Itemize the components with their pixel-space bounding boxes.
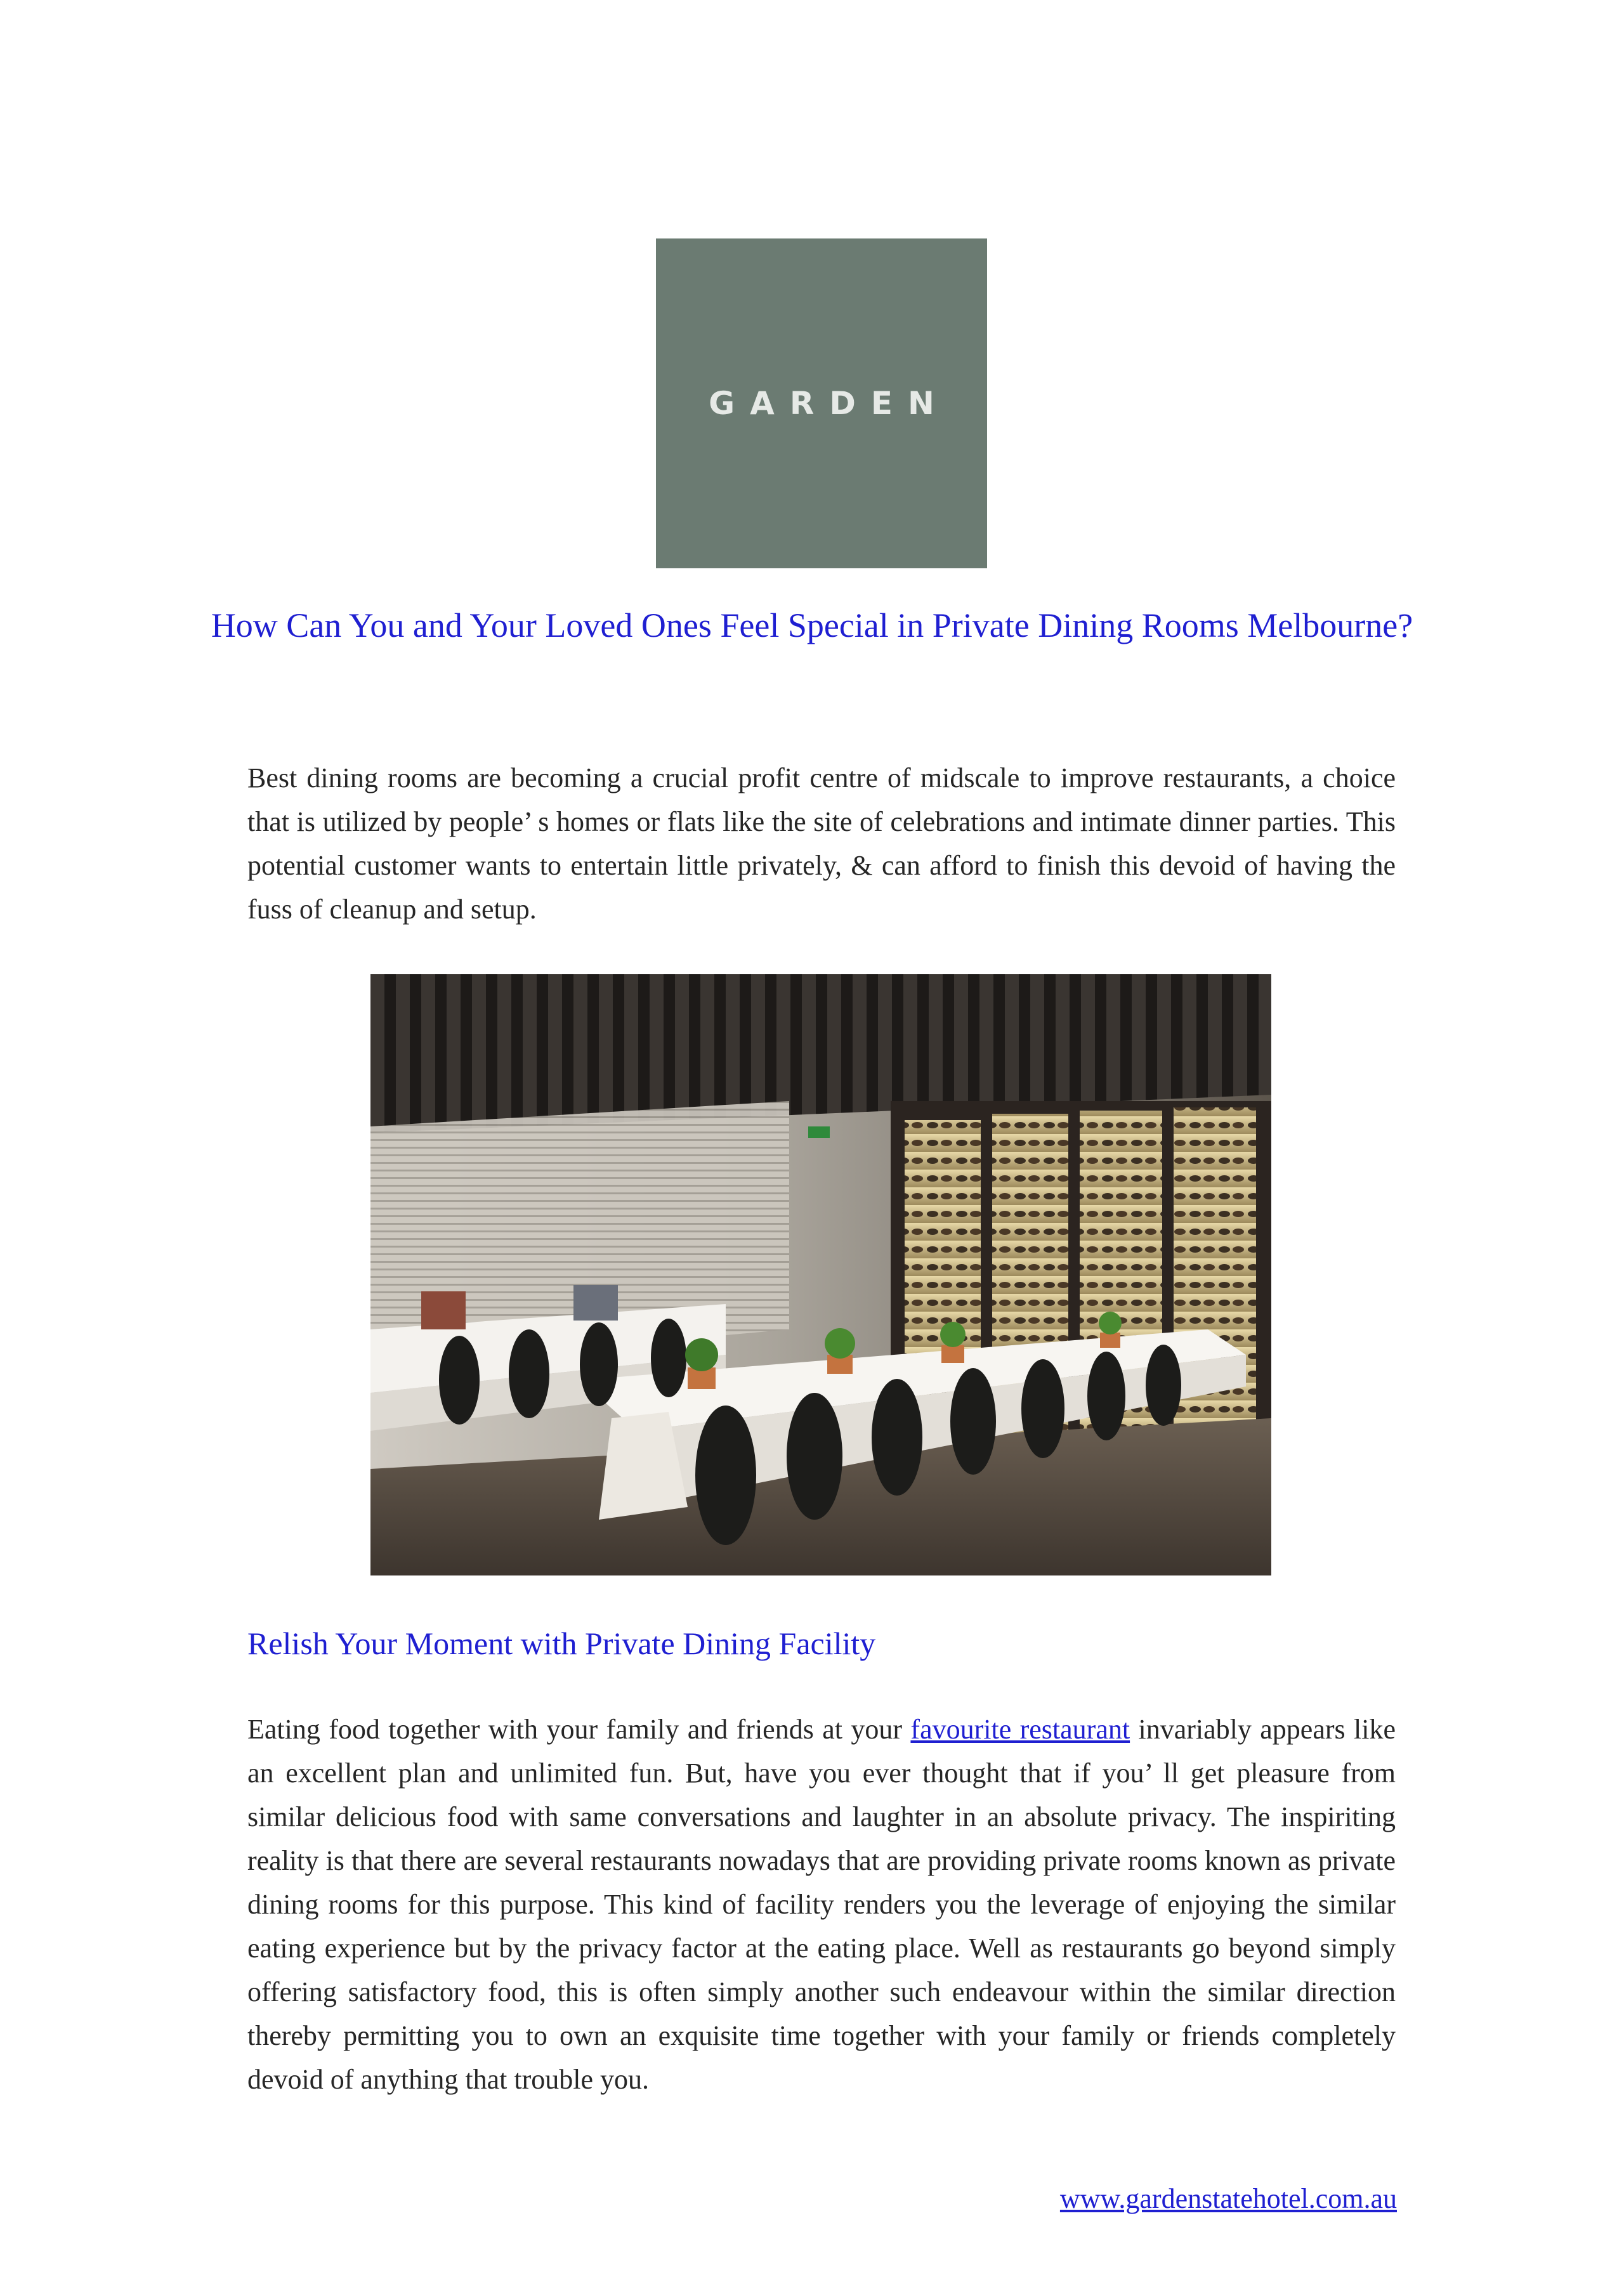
section-heading: Relish Your Moment with Private Dining Facility — [247, 1626, 876, 1661]
dining-room-photo — [370, 974, 1271, 1575]
garden-logo — [656, 238, 987, 568]
section-paragraph — [247, 1707, 1396, 2101]
website-link[interactable]: www.gardenstatehotel.com.au — [1059, 2183, 1397, 2214]
intro-paragraph: Best dining rooms are becoming a crucial profit centre of midscale to improve restaurants, a choice that is utilized by people’ s homes or flats like the site of celebrations and intimate dinner parties. This potential customer wants to entertain little privately, & can afford to finish this devoid of having the fuss of cleanup and setup. — [247, 762, 1396, 925]
paragraph-lead-text: Eating food together with your family and friends at your — [247, 1714, 911, 1745]
paragraph-body-text: invariably appears like an excellent plan and unlimited fun. But, have you ever thought that if you’ ll get pleasure from similar delicious food with same conversations and laughter in an absolute privacy. The inspiriting reality is that there are several restaurants nowadays that are providing private rooms known as private dining rooms for this purpose. This kind of facility renders you the leverage of enjoying the similar eating experience but by the privacy factor at the eating place. Well as restaurants go beyond simply offering satisfactory food, this is often simply another such endeavour within the similar direction thereby permitting you to own an exquisite time together with your family or friends completely devoid of anything that trouble you. — [247, 1714, 1396, 2095]
dining-room-illustration — [370, 974, 1271, 1575]
page-title: How Can You and Your Loved Ones Feel Special in Private Dining Rooms Melbourne? — [211, 606, 1413, 644]
logo-wordmark: GARDEN — [709, 385, 950, 422]
favourite-restaurant-link[interactable]: favourite restaurant — [910, 1714, 1130, 1745]
